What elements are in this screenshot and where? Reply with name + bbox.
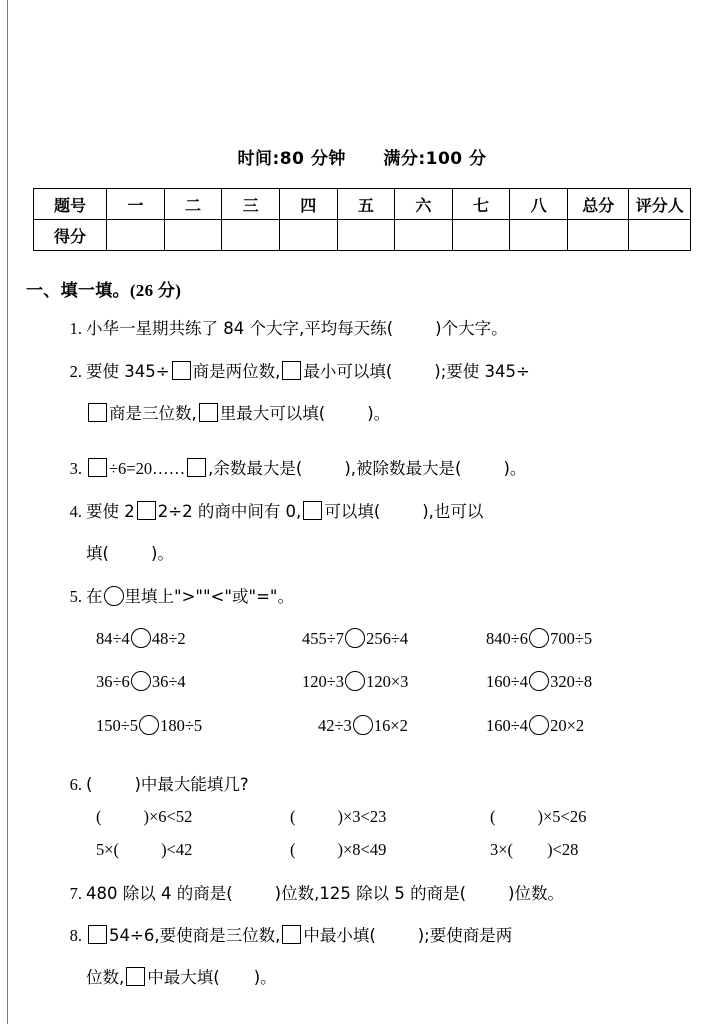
question-3-text-b: ,余数最大是(	[208, 459, 303, 478]
question-5-text-a: 在	[86, 587, 103, 606]
score-cell-grader[interactable]	[629, 220, 691, 251]
question-7-text-a: 480 除以 4 的商是(	[86, 884, 233, 903]
question-4-text-f: )。	[150, 544, 174, 563]
score-cell-8[interactable]	[510, 220, 568, 251]
expr-open-paren: (	[490, 807, 496, 826]
score-cell-5[interactable]	[337, 220, 395, 251]
question-6-number: 6.	[69, 775, 82, 794]
column-header-3: 三	[222, 189, 280, 220]
question-8-text-b: 中最小填(	[303, 926, 376, 945]
question-3	[56, 450, 526, 488]
question-8-text-e: 中最大填(	[147, 968, 220, 987]
question-2-text-g: )。	[367, 404, 391, 423]
expr-left: 120÷3	[302, 672, 345, 691]
question-4-line-1	[56, 493, 483, 531]
question-6-text-a: (	[86, 775, 93, 794]
question-6-row-1-item-2	[290, 807, 386, 827]
question-8-number: 8.	[69, 926, 82, 945]
question-1-text-b: )个大字。	[435, 319, 508, 338]
answer-circle-icon[interactable]	[345, 628, 365, 648]
expr-right: 120×3	[366, 672, 409, 691]
column-header-1: 一	[107, 189, 165, 220]
expr-right: 700÷5	[550, 629, 593, 648]
exam-total-score-label: 满分:100 分	[383, 149, 487, 169]
question-5-text-b: 里填上">""<"或"="。	[124, 587, 295, 606]
score-table	[33, 188, 691, 251]
question-7-text-b: )位数,125 除以 5 的商是(	[274, 884, 467, 903]
expr-tail: )×5<26	[537, 807, 587, 826]
question-1-text-a: 小华一星期共练了 84 个大字,平均每天练(	[86, 319, 394, 338]
question-5-row-2-item-3	[486, 671, 592, 692]
answer-circle-icon[interactable]	[131, 628, 151, 648]
answer-box-icon[interactable]	[137, 501, 156, 520]
question-3-text-a: ÷6=20……	[109, 459, 186, 478]
exam-time-label: 时间:80 分钟	[237, 149, 346, 169]
answer-circle-icon[interactable]	[529, 628, 549, 648]
table-row-scores	[34, 220, 691, 251]
question-5-row-2-item-2	[302, 671, 408, 692]
column-header-6: 六	[395, 189, 453, 220]
score-cell-total[interactable]	[567, 220, 628, 251]
expr-left: 455÷7	[302, 629, 345, 648]
column-header-5: 五	[337, 189, 395, 220]
expr-right: 180÷5	[160, 716, 203, 735]
expr-right: 16×2	[373, 716, 408, 735]
score-cell-6[interactable]	[395, 220, 453, 251]
expr-open-paren: 3×(	[490, 840, 514, 859]
question-3-number: 3.	[69, 459, 82, 478]
column-header-4: 四	[279, 189, 337, 220]
question-6-row-2-item-3	[490, 840, 578, 860]
expr-tail: )<42	[161, 840, 193, 859]
expr-tail: )<28	[547, 840, 579, 859]
expr-open-paren: 5×(	[96, 840, 120, 859]
question-6-text-b: )中最大能填几?	[134, 775, 249, 794]
question-2-text-d: );要使 345÷	[434, 362, 530, 381]
expr-open-paren: (	[290, 840, 296, 859]
question-6-prompt	[56, 766, 249, 804]
answer-box-icon[interactable]	[88, 925, 107, 944]
question-4-line-2	[86, 535, 174, 573]
question-5-row-1-item-3	[486, 628, 592, 649]
expr-left: 42÷3	[318, 716, 352, 735]
answer-circle-icon[interactable]	[345, 671, 365, 691]
question-5-row-1-item-2	[302, 628, 408, 649]
expr-left: 36÷6	[96, 672, 130, 691]
question-5-row-2-item-1	[96, 671, 186, 692]
score-cell-3[interactable]	[222, 220, 280, 251]
question-5-number: 5.	[69, 587, 82, 606]
question-4-text-b: 2÷2 的商中间有 0,	[157, 502, 302, 521]
score-cell-2[interactable]	[164, 220, 222, 251]
answer-circle-icon[interactable]	[353, 715, 373, 735]
question-3-text-d: )。	[503, 459, 527, 478]
answer-box-icon[interactable]	[126, 967, 145, 986]
expr-tail: )×3<23	[337, 807, 387, 826]
question-5-row-1-item-1	[96, 628, 186, 649]
answer-box-icon[interactable]	[88, 458, 107, 477]
row-label-question-number: 题号	[34, 189, 107, 220]
question-5-prompt	[56, 578, 294, 616]
question-4-text-a: 要使 2	[86, 502, 135, 521]
expr-left: 84÷4	[96, 629, 130, 648]
row-label-score: 得分	[34, 220, 107, 251]
expr-left: 160÷4	[486, 672, 529, 691]
answer-circle-icon[interactable]	[529, 671, 549, 691]
question-1-number: 1.	[69, 319, 82, 338]
section-title: 一、填一填。	[26, 281, 130, 301]
answer-circle-icon[interactable]	[131, 671, 151, 691]
answer-box-icon[interactable]	[303, 501, 322, 520]
question-2-number: 2.	[69, 362, 82, 381]
question-8-line-1	[56, 917, 512, 955]
question-7-text-c: )位数。	[508, 884, 564, 903]
question-6-row-2-item-1	[96, 840, 192, 860]
question-2-text-f: 里最大可以填(	[219, 404, 326, 423]
answer-box-icon[interactable]	[282, 361, 301, 380]
question-8-text-d: 位数,	[86, 968, 125, 987]
expr-left: 840÷6	[486, 629, 529, 648]
expr-left: 160÷4	[486, 716, 529, 735]
expr-right: 320÷8	[550, 672, 593, 691]
expr-left: 150÷5	[96, 716, 139, 735]
answer-box-icon[interactable]	[172, 361, 191, 380]
question-6-row-1-item-3	[490, 807, 586, 827]
question-2-text-a: 要使 345÷	[86, 362, 170, 381]
question-2-line-1	[56, 353, 530, 391]
expr-right: 36÷4	[151, 672, 186, 691]
question-7-number: 7.	[69, 884, 82, 903]
question-8-line-2	[86, 959, 277, 997]
answer-circle-icon[interactable]	[529, 715, 549, 735]
answer-box-icon[interactable]	[187, 458, 206, 477]
column-header-7: 七	[452, 189, 510, 220]
answer-circle-icon[interactable]	[104, 586, 124, 606]
expr-right: 20×2	[550, 716, 585, 735]
question-8-text-a: 54÷6,要使商是三位数,	[109, 926, 281, 945]
question-4-text-c: 可以填(	[324, 502, 381, 521]
question-5-row-3-item-1	[96, 715, 202, 736]
column-header-grader: 评分人	[629, 189, 691, 220]
answer-box-icon[interactable]	[199, 403, 218, 422]
section-heading	[26, 276, 181, 301]
section-points: (26 分)	[129, 281, 182, 300]
question-6-row-1-item-1	[96, 807, 192, 827]
expr-open-paren: (	[96, 807, 102, 826]
question-4-text-e: 填(	[86, 544, 109, 563]
question-2-text-c: 最小可以填(	[303, 362, 393, 381]
answer-circle-icon[interactable]	[139, 715, 159, 735]
question-7	[56, 875, 564, 913]
answer-box-icon[interactable]	[88, 403, 107, 422]
question-8-text-c: );要使商是两	[417, 926, 513, 945]
question-5-row-3-item-3	[486, 715, 584, 736]
expr-right: 48÷2	[151, 629, 186, 648]
question-1	[56, 310, 508, 348]
question-2-text-e: 商是三位数,	[109, 404, 197, 423]
question-4-number: 4.	[69, 502, 82, 521]
expr-tail: )×6<52	[143, 807, 193, 826]
question-2-line-2	[86, 395, 390, 433]
column-header-8: 八	[510, 189, 568, 220]
question-8-text-f: )。	[253, 968, 277, 987]
question-4-text-d: ),也可以	[422, 502, 484, 521]
score-cell-1[interactable]	[107, 220, 165, 251]
table-row-headers	[34, 189, 691, 220]
column-header-2: 二	[164, 189, 222, 220]
expr-tail: )×8<49	[337, 840, 387, 859]
expr-right: 256÷4	[366, 629, 409, 648]
question-3-text-c: ),被除数最大是(	[344, 459, 462, 478]
question-6-row-2-item-2	[290, 840, 386, 860]
score-cell-4[interactable]	[279, 220, 337, 251]
exam-meta-line	[0, 144, 724, 169]
score-cell-7[interactable]	[452, 220, 510, 251]
answer-box-icon[interactable]	[282, 925, 301, 944]
column-header-total: 总分	[567, 189, 628, 220]
expr-open-paren: (	[290, 807, 296, 826]
question-2-text-b: 商是两位数,	[192, 362, 281, 381]
question-5-row-3-item-2	[318, 715, 408, 736]
